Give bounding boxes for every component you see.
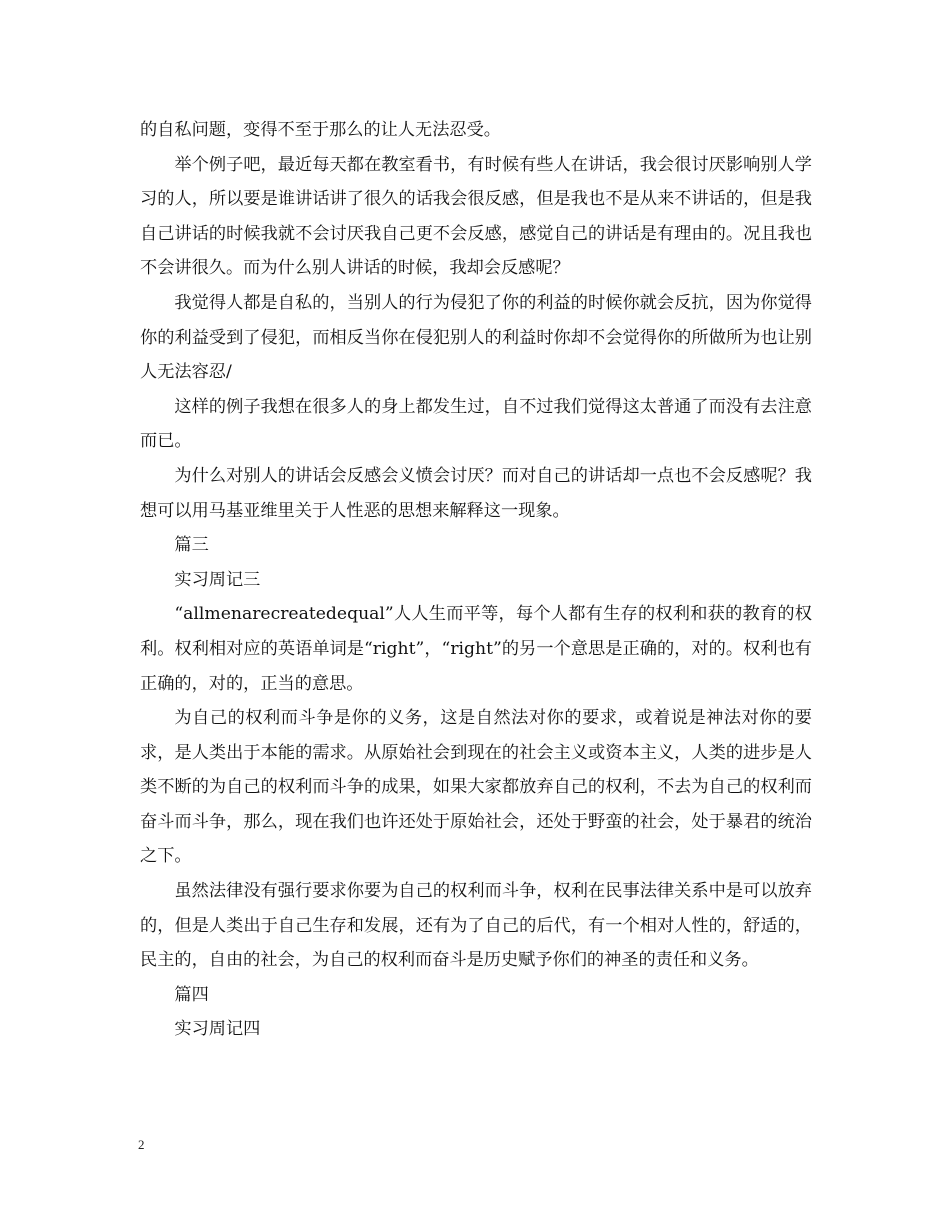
section-heading: 篇四 [174,984,209,1005]
paragraph: “allmenarecreatedequal”人人生而平等，每个人都有生存的权利和获的教育的权利。权利相对应的英语单词是“right”，“right”的另一个意思是正确的，对的。权利也有正确的，对的，正当的意思。 [140,604,812,694]
section-title: 实习周记三 [174,569,261,590]
document-body [140,113,812,1047]
paragraph: 举个例子吧，最近每天都在教室看书，有时候有些人在讲话，我会很讨厌影响别人学习的人，所以要是谁讲话讲了很久的话我会很反感，但是我也不是从来不讲话的，但是我自己讲话的时候我就不会讨厌我自己更不会反感，感觉自己的讲话是有理由的。况且我也不会讲很久。而为什么别人讲话的时候，我却会反感呢？ [140,154,812,279]
paragraph: 我觉得人都是自私的，当别人的行为侵犯了你的利益的时候你就会反抗，因为你觉得你的利益受到了侵犯，而相反当你在侵犯别人的利益时你却不会觉得你的所做所为也让别人无法容忍/ [140,292,812,383]
paragraph: 这样的例子我想在很多人的身上都发生过，自不过我们觉得这太普通了而没有去注意而已。 [140,396,812,452]
section-heading: 篇三 [174,535,209,556]
paragraph: 的自私问题，变得不至于那么的让人无法忍受。 [140,120,501,140]
page-number: 2 [138,1137,145,1152]
paragraph: 为什么对别人的讲话会反感会义愤会讨厌？而对自己的讲话却一点也不会反感呢？我想可以用马基亚维里关于人性恶的思想来解释这一现象。 [140,465,812,521]
paragraph: 虽然法律没有强行要求你要为自己的权利而斗争，权利在民事法律关系中是可以放弃的，但是人类出于自己生存和发展，还有为了自己的后代，有一个相对人性的，舒适的，民主的，自由的社会，为自己的权利而奋斗是历史赋予你们的神圣的责任和义务。 [140,881,812,971]
section-title: 实习周记四 [174,1019,261,1040]
paragraph: 为自己的权利而斗争是你的义务，这是自然法对你的要求，或着说是神法对你的要求，是人类出于本能的需求。从原始社会到现在的社会主义或资本主义，人类的进步是人类不断的为自己的权利而斗争的成果，如果大家都放弃自己的权利，不去为自己的权利而奋斗而斗争，那么，现在我们也许还处于原始社会，还处于野蛮的社会，处于暴君的统治之下。 [140,708,812,867]
